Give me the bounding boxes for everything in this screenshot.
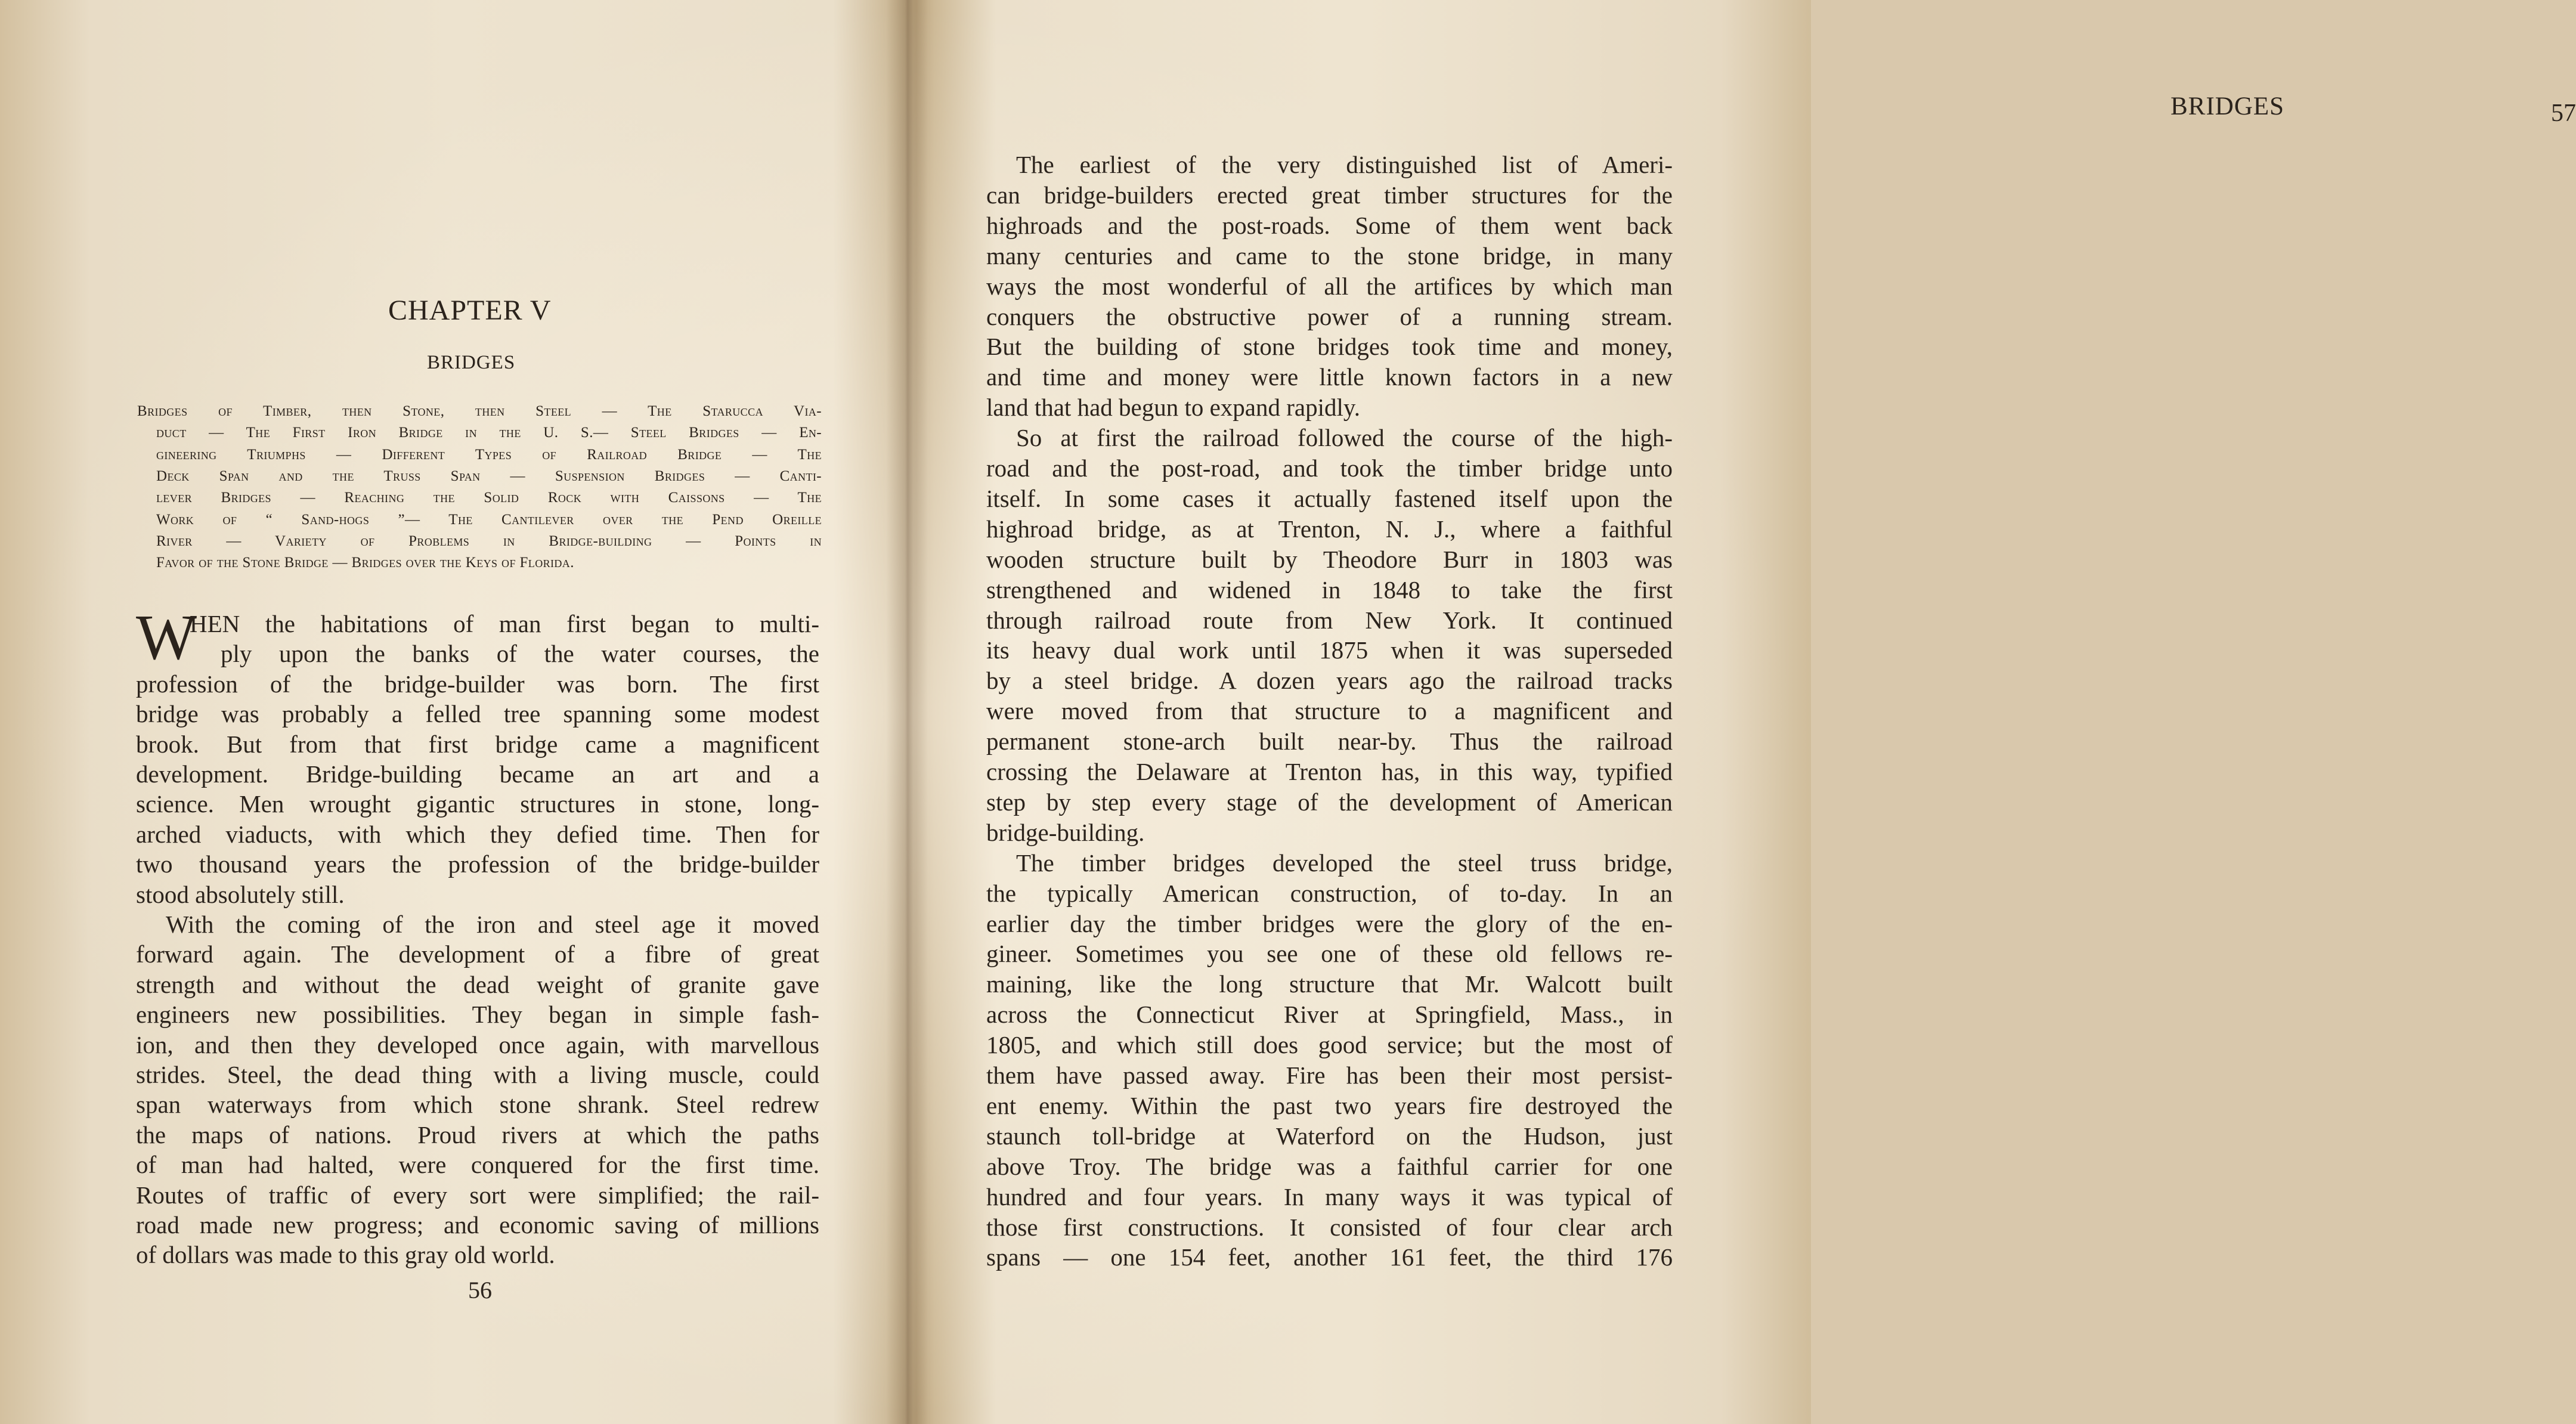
body-line: Routes of traffic of every sort were simplified; the rail- — [136, 1181, 819, 1209]
body-line: ways the most wonderful of all the artifices by which man — [986, 272, 1673, 300]
page-number-left: 56 — [468, 1277, 492, 1304]
synopsis-line: Favor of the Stone Bridge — Bridges over the Keys of Florida. — [156, 555, 574, 571]
body-line: permanent stone-arch built near-by. Thus the railroad — [986, 728, 1673, 756]
body-line: wooden structure built by Theodore Burr in 1803 was — [986, 545, 1673, 573]
body-line: ion, and then they developed once again, with marvellous — [136, 1030, 819, 1058]
page-number-right: 57 — [2551, 100, 2576, 127]
body-line: them have passed away. Fire has been their most persist- — [986, 1061, 1673, 1089]
body-line: two thousand years the profession of the bridge-builder — [136, 850, 819, 878]
body-line: The earliest of the very distinguished list of Ameri- — [1016, 151, 1673, 178]
synopsis-line: Deck Span and the Truss Span — Suspension Bridges — Canti- — [156, 468, 822, 484]
body-line: development. Bridge-building became an art and a — [136, 760, 819, 788]
body-line: gineer. Sometimes you see one of these old fellows re- — [986, 940, 1673, 968]
body-line: So at first the railroad followed the course of the high- — [1016, 424, 1673, 452]
synopsis-line: Work of “ Sand-hogs ”— The Cantilever over the Pend Oreille — [156, 511, 822, 528]
body-line: can bridge-builders erected great timber structures for the — [986, 181, 1673, 209]
body-line: staunch toll-bridge at Waterford on the Hudson, just — [986, 1122, 1673, 1150]
body-line: ent enemy. Within the past two years fire destroyed the — [986, 1091, 1673, 1119]
body-line: of man had halted, were conquered for the first time. — [136, 1151, 819, 1179]
body-line: profession of the bridge-builder was born. The first — [136, 670, 819, 698]
body-line: strengthened and widened in 1848 to take the first — [986, 575, 1673, 603]
body-line: by a steel bridge. A dozen years ago the railroad tracks — [986, 667, 1673, 695]
body-line: engineers new possibilities. They began in simple fash- — [136, 1001, 819, 1029]
body-line: But the building of stone bridges took time and money, — [986, 333, 1673, 361]
body-line: highroads and the post-roads. Some of them went back — [986, 211, 1673, 239]
body-line: above Troy. The bridge was a faithful carrier for one — [986, 1152, 1673, 1180]
body-line: and time and money were little known factors in a new — [986, 363, 1673, 391]
chapter-title: CHAPTER V — [388, 295, 552, 326]
body-line: its heavy dual work until 1875 when it was superseded — [986, 636, 1673, 664]
running-head: BRIDGES — [2171, 92, 2284, 120]
body-line: many centuries and came to the stone bridge, in many — [986, 242, 1673, 270]
body-line: arched viaducts, with which they defied time. Then for — [136, 820, 819, 848]
body-line: itself. In some cases it actually fastened itself upon the — [986, 484, 1673, 512]
body-line: across the Connecticut River at Springfield, Mass., in — [986, 1001, 1673, 1029]
body-line: With the coming of the iron and steel age it moved — [166, 911, 819, 938]
body-line: bridge was probably a felled tree spanning some modest — [136, 700, 819, 728]
body-line: highroad bridge, as at Trenton, N. J., where a faithful — [986, 515, 1673, 543]
body-line: ply upon the banks of the water courses, the — [221, 640, 819, 668]
synopsis-line: duct — The First Iron Bridge in the U. S.— Steel Bridges — En- — [156, 425, 822, 441]
body-line: strides. Steel, the dead thing with a living muscle, could — [136, 1061, 819, 1088]
body-line: road made new progress; and economic saving of millions — [136, 1211, 819, 1239]
left-page — [0, 0, 905, 1424]
body-line: stood absolutely still. — [136, 880, 345, 908]
body-line: of dollars was made to this gray old world. — [136, 1241, 555, 1269]
body-line: span waterways from which stone shrank. Steel redrew — [136, 1091, 819, 1119]
body-line: earlier day the timber bridges were the glory of the en- — [986, 909, 1673, 937]
body-line: strength and without the dead weight of granite gave — [136, 970, 819, 998]
body-line: hundred and four years. In many ways it was typical of — [986, 1182, 1673, 1211]
drop-cap: W — [136, 602, 197, 673]
body-line: step by step every stage of the development of American — [986, 788, 1673, 816]
right-page — [905, 0, 2576, 1424]
synopsis-line: River — Variety of Problems in Bridge-building — Points in — [156, 533, 822, 549]
body-line: conquers the obstructive power of a running stream. — [986, 302, 1673, 330]
body-line: through railroad route from New York. It continued — [986, 606, 1673, 634]
body-line: crossing the Delaware at Trenton has, in this way, typified — [986, 758, 1673, 785]
body-line: maining, like the long structure that Mr. Walcott built — [986, 970, 1673, 998]
body-line: bridge-building. — [986, 818, 1145, 846]
body-line: spans — one 154 feet, another 161 feet, the third 176 — [986, 1243, 1673, 1271]
chapter-subtitle: BRIDGES — [427, 352, 516, 373]
body-line: 1805, and which still does good service; but the most of — [986, 1031, 1673, 1059]
body-line: brook. But from that first bridge came a magnificent — [136, 730, 819, 758]
body-line: science. Men wrought gigantic structures in stone, long- — [136, 790, 819, 818]
body-line: were moved from that structure to a magnificent and — [986, 697, 1673, 725]
body-line: The timber bridges developed the steel truss bridge, — [1016, 849, 1673, 877]
body-line: land that had begun to expand rapidly. — [986, 394, 1360, 422]
body-line: those first constructions. It consisted of four clear arch — [986, 1213, 1673, 1241]
synopsis-line: Bridges of Timber, then Stone, then Steel — The Starucca Via- — [137, 403, 822, 419]
body-line: forward again. The development of a fibre of great — [136, 940, 819, 968]
body-line: HEN the habitations of man first began to multi- — [190, 610, 819, 637]
body-line: the typically American construction, of to-day. In an — [986, 879, 1673, 907]
synopsis-line: gineering Triumphs — Different Types of Railroad Bridge — The — [156, 446, 822, 463]
body-line: the maps of nations. Proud rivers at which the paths — [136, 1120, 819, 1149]
synopsis-line: lever Bridges — Reaching the Solid Rock with Caissons — The — [156, 490, 822, 506]
body-line: road and the post-road, and took the timber bridge unto — [986, 454, 1673, 482]
